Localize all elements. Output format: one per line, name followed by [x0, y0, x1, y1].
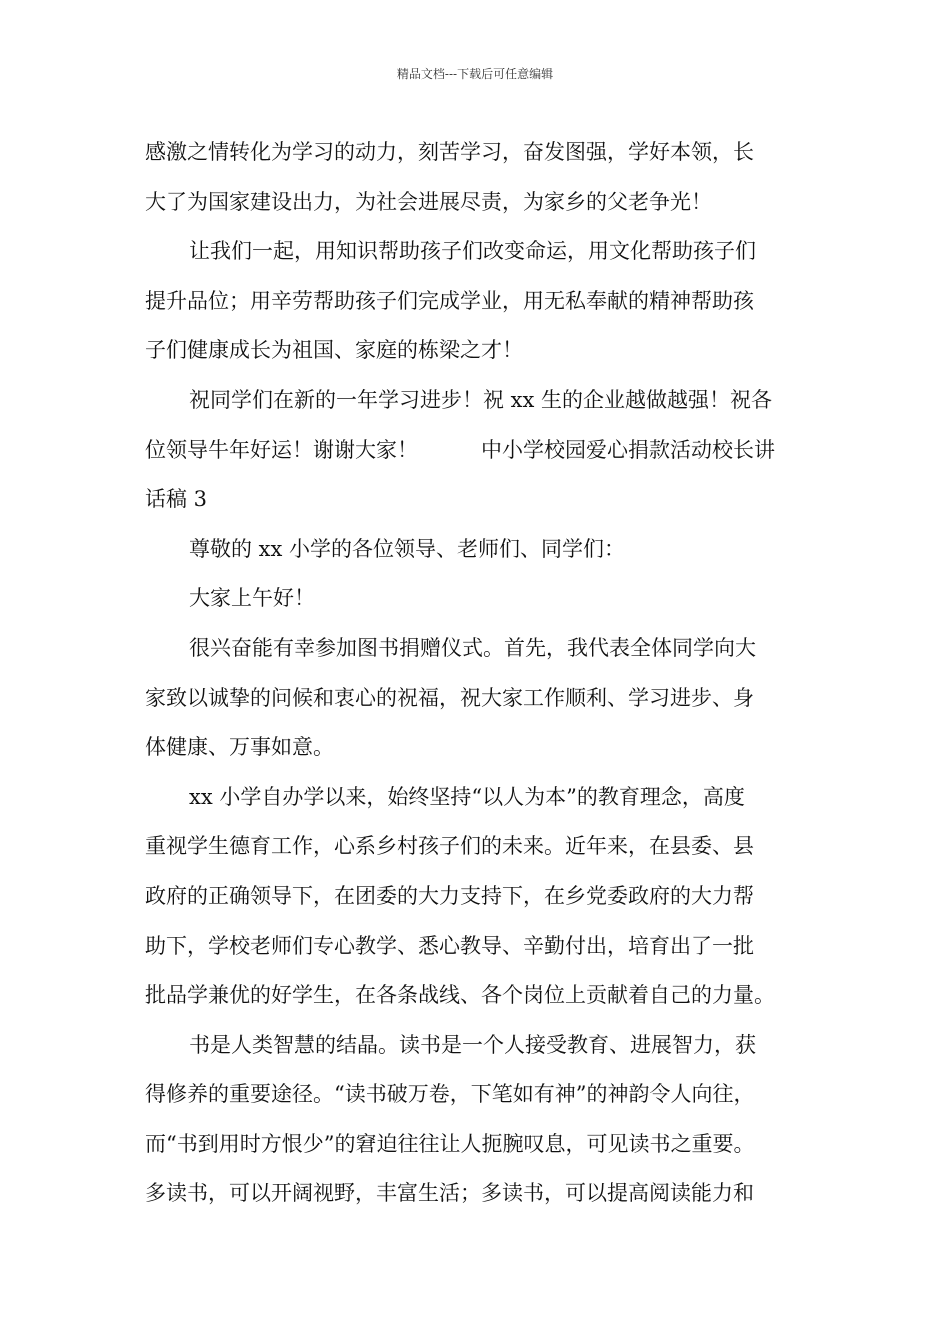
text-line: 子们健康成长为祖国、家庭的栋梁之才！ — [145, 338, 523, 363]
text-line: 书是人类智慧的结晶。读书是一个人接受教育、进展智力，获 — [189, 1032, 756, 1057]
text-line: 很兴奋能有幸参加图书捐赠仪式。首先，我代表全体同学向大 — [189, 635, 756, 660]
text-line: 位领导牛年好运！谢谢大家！ 中小学校园爱心捐款活动校长讲 — [145, 437, 775, 462]
text-line: 而“书到用时方恨少”的窘迫往往让人扼腕叹息，可见读书之重要。 — [145, 1131, 755, 1156]
text-line: 多读书，可以开阔视野，丰富生活；多读书，可以提高阅读能力和 — [145, 1181, 754, 1206]
text-line: 体健康、万事如意。 — [145, 735, 334, 760]
text-line: 大家上午好！ — [189, 586, 315, 611]
text-line: 大了为国家建设出力，为社会进展尽责，为家乡的父老争光！ — [145, 189, 712, 214]
text-line: 感激之情转化为学习的动力，刻苦学习，奋发图强，学好本领，长 — [145, 140, 754, 164]
page-header: 精品文档---下载后可任意编辑 — [396, 67, 554, 81]
text-line: 家致以诚挚的问候和衷心的祝福，祝大家工作顺利、学习进步、身 — [145, 685, 754, 710]
text-line: 得修养的重要途径。“读书破万卷，下笔如有神”的神韵令人向往， — [145, 1082, 755, 1107]
text-line: 政府的正确领导下，在团委的大力支持下，在乡党委政府的大力帮 — [145, 883, 754, 908]
text-line: 祝同学们在新的一年学习进步！祝 xx 生的企业越做越强！祝各 — [189, 387, 773, 412]
text-line: 提升品位；用辛劳帮助孩子们完成学业，用无私奉献的精神帮助孩 — [145, 288, 754, 313]
text-line: 批品学兼优的好学生，在各条战线、各个岗位上贡献着自己的力量。 — [145, 983, 775, 1008]
text-line: xx 小学自办学以来，始终坚持“以人为本”的教育理念，高度 — [189, 784, 745, 809]
text-line: 让我们一起，用知识帮助孩子们改变命运，用文化帮助孩子们 — [189, 239, 756, 264]
text-line: 重视学生德育工作，心系乡村孩子们的未来。近年来，在县委、县 — [145, 834, 754, 859]
text-line: 话稿 3 — [145, 487, 208, 512]
document-body — [145, 128, 817, 1219]
text-line: 助下，学校老师们专心教学、悉心教导、辛勤付出，培育出了一批 — [145, 933, 754, 958]
text-line: 尊敬的 xx 小学的各位领导、老师们、同学们： — [189, 536, 626, 561]
